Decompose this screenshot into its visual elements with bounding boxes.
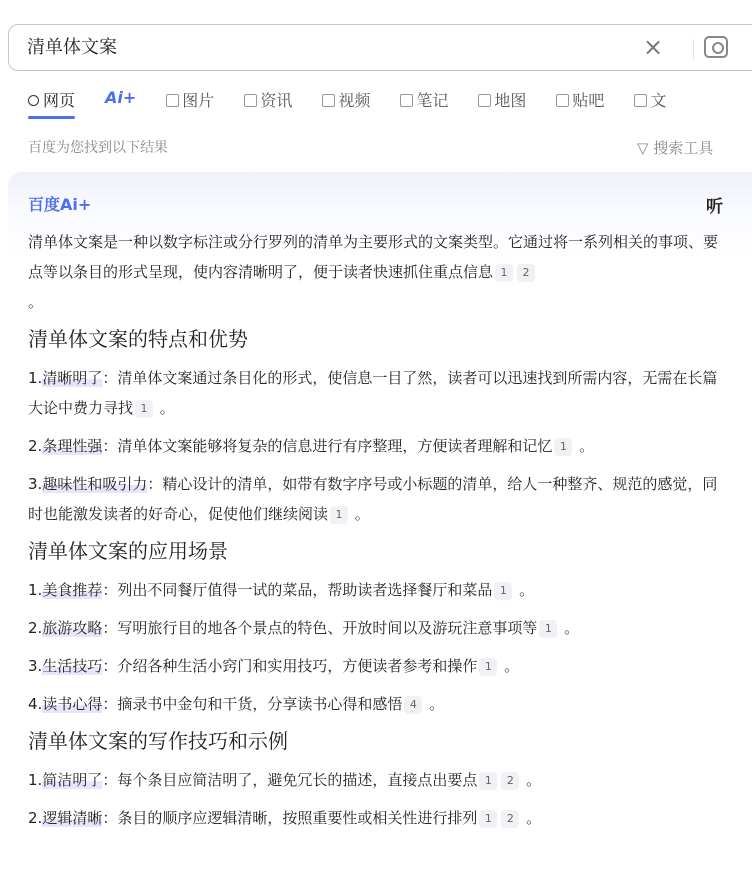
- video-icon: [322, 94, 335, 107]
- period: 。: [350, 505, 370, 523]
- item-number: 2.: [28, 809, 43, 827]
- item-number: 2.: [28, 437, 43, 455]
- citation-ref[interactable]: 1: [554, 438, 572, 456]
- tab-label: 文: [650, 91, 667, 110]
- tab-label: 地图: [494, 91, 527, 110]
- citation-ref[interactable]: 1: [495, 264, 513, 282]
- period: 。: [499, 657, 520, 675]
- item-title: 生活技巧: [42, 657, 103, 675]
- item-text: ：每个条目应简洁明了，避免冗长的描述，直接点出要点: [102, 771, 478, 789]
- intro-end: 。: [28, 293, 44, 311]
- citation-ref[interactable]: 1: [479, 658, 497, 676]
- doc-icon: [634, 94, 647, 107]
- list-item: [28, 651, 728, 681]
- item-title: 条理性强: [42, 437, 103, 455]
- tab-label: 视频: [338, 91, 371, 110]
- tab-label: 笔记: [416, 91, 449, 110]
- item-text: ：列出不同餐厅值得一试的菜品，帮助读者选择餐厅和菜品: [102, 581, 493, 599]
- citation-ref[interactable]: 1: [494, 582, 512, 600]
- citation-ref[interactable]: 4: [404, 696, 422, 714]
- search-tabs: [28, 88, 696, 118]
- list-item: [28, 431, 728, 461]
- tab-news[interactable]: [244, 88, 292, 118]
- item-text: ：条目的顺序应逻辑清晰，按照重要性或相关性进行排列: [102, 809, 478, 827]
- item-text: ：摘录书中金句和干货，分享读书心得和感悟: [102, 695, 403, 713]
- tab-tieba[interactable]: [556, 88, 604, 118]
- item-number: 3.: [28, 475, 43, 493]
- period: 。: [155, 399, 175, 417]
- section-heading: 清单体文案的写作技巧和示例: [28, 729, 288, 753]
- item-number: 1.: [28, 771, 43, 789]
- intro-text: 清单体文案是一种以数字标注或分行罗列的清单为主要形式的文案类型。它通过将一系列相关的事项、要点等以条目的形式呈现，使内容清晰明了，便于读者快速抓住重点信息: [28, 233, 719, 281]
- tab-doc[interactable]: [634, 88, 666, 118]
- camera-icon[interactable]: [704, 36, 728, 58]
- citation-ref[interactable]: 1: [330, 506, 348, 524]
- image-icon: [166, 94, 179, 107]
- item-number: 1.: [28, 369, 43, 387]
- list-item: [28, 803, 728, 833]
- tab-label: 资讯: [260, 91, 293, 110]
- ai-answer-content: [28, 227, 728, 841]
- period: 。: [574, 437, 595, 455]
- item-text: ：介绍各种生活小窍门和实用技巧，方便读者参考和操作: [102, 657, 478, 675]
- item-title: 逻辑清晰: [42, 809, 103, 827]
- item-title: 简洁明了: [42, 771, 103, 789]
- period: 。: [424, 695, 445, 713]
- citation-ref[interactable]: 1: [135, 400, 153, 418]
- item-number: 2.: [28, 619, 43, 637]
- news-icon: [244, 94, 257, 107]
- item-text: ：精心设计的清单，如带有数字序号或小标题的清单，给人一种整齐、规范的感觉，同时也能激发读者的好奇心，促使他们继续阅读: [28, 475, 718, 523]
- item-title: 旅游攻略: [42, 619, 103, 637]
- list-item: [28, 613, 728, 643]
- period: 。: [521, 771, 542, 789]
- period: 。: [521, 809, 542, 827]
- item-title: 清晰明了: [42, 369, 103, 387]
- citation-ref[interactable]: 1: [479, 772, 497, 790]
- period: 。: [514, 581, 535, 599]
- list-item: [28, 469, 728, 529]
- item-number: 4.: [28, 695, 43, 713]
- citation-ref[interactable]: 2: [501, 772, 519, 790]
- divider: [693, 39, 694, 59]
- tab-video[interactable]: [322, 88, 370, 118]
- tab-ai[interactable]: [105, 88, 136, 118]
- list-item: [28, 689, 728, 719]
- list-item: [28, 765, 728, 795]
- tieba-icon: [556, 94, 569, 107]
- section-heading: 清单体文案的特点和优势: [28, 327, 248, 351]
- tab-label: 图片: [182, 91, 215, 110]
- results-summary: 百度为您找到以下结果: [28, 140, 168, 156]
- tab-note[interactable]: [400, 88, 448, 118]
- tab-image[interactable]: [166, 88, 214, 118]
- map-icon: [478, 94, 491, 107]
- section-heading: 清单体文案的应用场景: [28, 539, 228, 563]
- list-item: [28, 363, 728, 423]
- ai-intro: [28, 227, 728, 317]
- note-icon: [400, 94, 413, 107]
- item-title: 趣味性和吸引力: [42, 475, 148, 493]
- ai-brand-logo: 百度Ai+: [28, 195, 92, 214]
- listen-button[interactable]: 听: [706, 197, 723, 217]
- item-text: ：写明旅行目的地各个景点的特色、开放时间以及游玩注意事项等: [102, 619, 538, 637]
- item-text: ：清单体文案通过条目化的形式，使信息一目了然，读者可以迅速找到所需内容，无需在长篇大论中费力寻找: [28, 369, 718, 417]
- tab-label: Ai+: [105, 88, 137, 107]
- citation-ref[interactable]: 1: [539, 620, 557, 638]
- search-input[interactable]: [27, 35, 587, 56]
- item-title: 美食推荐: [42, 581, 103, 599]
- item-text: ：清单体文案能够将复杂的信息进行有序整理，方便读者理解和记忆: [102, 437, 553, 455]
- search-tools-button[interactable]: ▽ 搜索工具: [637, 139, 714, 157]
- item-number: 1.: [28, 581, 43, 599]
- citation-ref[interactable]: 2: [501, 810, 519, 828]
- citation-ref[interactable]: 2: [517, 264, 535, 282]
- tab-map[interactable]: [478, 88, 526, 118]
- tab-label: 网页: [43, 91, 76, 110]
- search-box[interactable]: [8, 24, 752, 71]
- item-title: 读书心得: [42, 695, 103, 713]
- clear-icon[interactable]: ×: [643, 33, 664, 61]
- search-icon: [28, 95, 39, 106]
- tab-search[interactable]: [28, 88, 75, 118]
- list-item: [28, 575, 728, 605]
- tab-label: 贴吧: [572, 91, 605, 110]
- citation-ref[interactable]: 1: [479, 810, 497, 828]
- period: 。: [559, 619, 580, 637]
- item-number: 3.: [28, 657, 43, 675]
